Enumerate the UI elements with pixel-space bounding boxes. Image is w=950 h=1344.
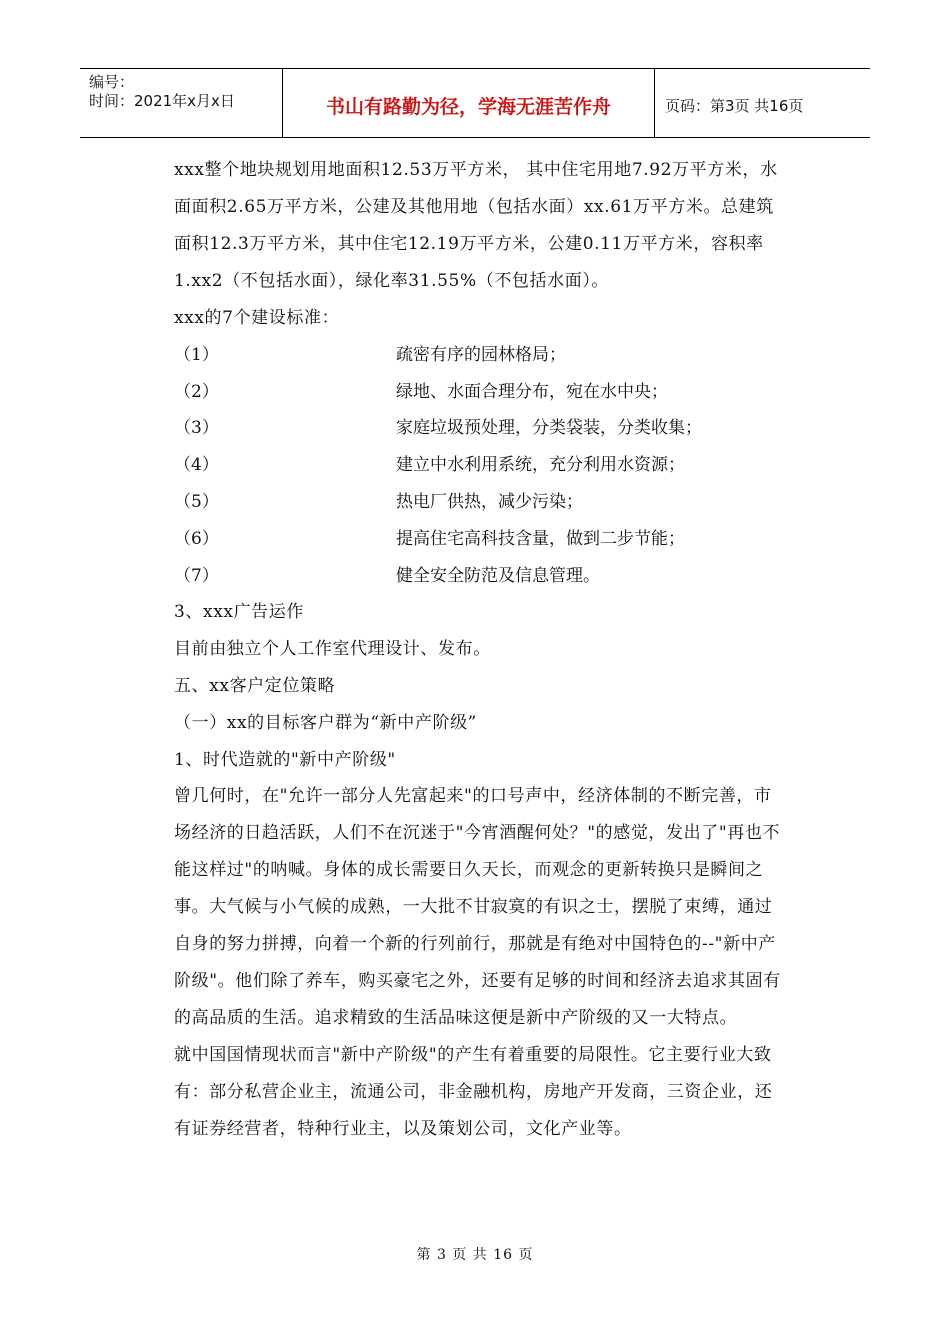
- doc-number-label: 编号：: [89, 73, 135, 91]
- page-footer: 第 3 页 共 16 页: [416, 1247, 534, 1263]
- list-item: [174, 410, 784, 447]
- list-item: [174, 447, 784, 484]
- header-motto: 书山有路勤为径，学海无涯苦作舟: [283, 69, 655, 137]
- list-item-number: （1）: [174, 344, 219, 365]
- doc-time-label: 时间：2021年x月x日: [89, 92, 235, 110]
- list-item: [174, 521, 784, 558]
- heading-new-middle-class: 1、时代造就的"新中产阶级": [174, 749, 396, 770]
- list-item-number: （7）: [174, 565, 219, 586]
- heading-section-five: 五、xx客户定位策略: [174, 675, 336, 696]
- document-body: [174, 152, 784, 1148]
- list-item-text: 绿地、水面合理分布，宛在水中央；: [396, 381, 668, 402]
- list-item-number: （3）: [174, 418, 219, 439]
- list-item-text: 家庭垃圾预处理，分类袋装，分类收集；: [396, 418, 702, 439]
- page-header: [80, 68, 870, 138]
- list-item-text: 提高住宅高科技含量，做到二步节能；: [396, 528, 685, 549]
- heading-ad-operation: 3、xxx广告运作: [174, 602, 304, 623]
- list-item: [174, 558, 784, 595]
- list-item-text: 建立中水利用系统，充分利用水资源；: [396, 455, 685, 476]
- paragraph-industry-scope: 就中国国情现状而言"新中产阶级"的产生有着重要的局限性。它主要行业大致有：部分私营企业主，流通公司，非金融机构，房地产开发商，三资企业，还有证券经营者，特种行业主，以及策划公司，文化产业等。: [174, 1045, 773, 1140]
- paragraph-site-area: xxx整个地块规划用地面积12.53万平方米， 其中住宅用地7.92万平方米，水面面积2.65万平方米，公建及其他用地（包括水面）xx.61万平方米。总建筑面积12.3万平方米，其中住宅12.19万平方米，公建0.11万平方米，容积率1.xx2（不包括水面），绿化率31.55%（不包括水面）。: [174, 160, 778, 291]
- list-item-number: （5）: [174, 491, 219, 512]
- list-item-number: （2）: [174, 381, 219, 402]
- paragraph-ad-operation: 目前由独立个人工作室代理设计、发布。: [174, 639, 491, 660]
- header-page-info: 页码：第3页 共16页: [665, 96, 804, 115]
- list-item: [174, 337, 784, 374]
- paragraph-new-middle-class: 曾几何时，在"允许一部分人先富起来"的口号声中，经济体制的不断完善，市场经济的日趋活跃，人们不在沉迷于"今宵酒醒何处？"的感觉，发出了"再也不能这样过"的呐喊。身体的成长需要日久天长，而观念的更新转换只是瞬间之事。大气候与小气候的成熟，一大批不甘寂寞的有识之士，摆脱了束缚，通过自身的努力拼搏，向着一个新的行列前行，那就是有绝对中国特色的--"新中产阶级"。他们除了养车，购买豪宅之外，还要有足够的时间和经济去追求其固有的高品质的生活。追求精致的生活品味这便是新中产阶级的又一大特点。: [174, 786, 781, 1029]
- standards-list: [174, 337, 784, 595]
- heading-target-group: （一）xx的目标客户群为“新中产阶级”: [174, 712, 477, 733]
- list-item-text: 热电厂供热，减少污染；: [396, 491, 583, 512]
- list-item: [174, 484, 784, 521]
- list-item-number: （6）: [174, 528, 219, 549]
- list-item: [174, 374, 784, 411]
- standards-title: xxx的7个建设标准：: [174, 308, 340, 328]
- list-item-text: 健全安全防范及信息管理。: [396, 565, 600, 586]
- list-item-text: 疏密有序的园林格局；: [396, 344, 566, 365]
- list-item-number: （4）: [174, 455, 219, 476]
- header-meta: [80, 69, 283, 137]
